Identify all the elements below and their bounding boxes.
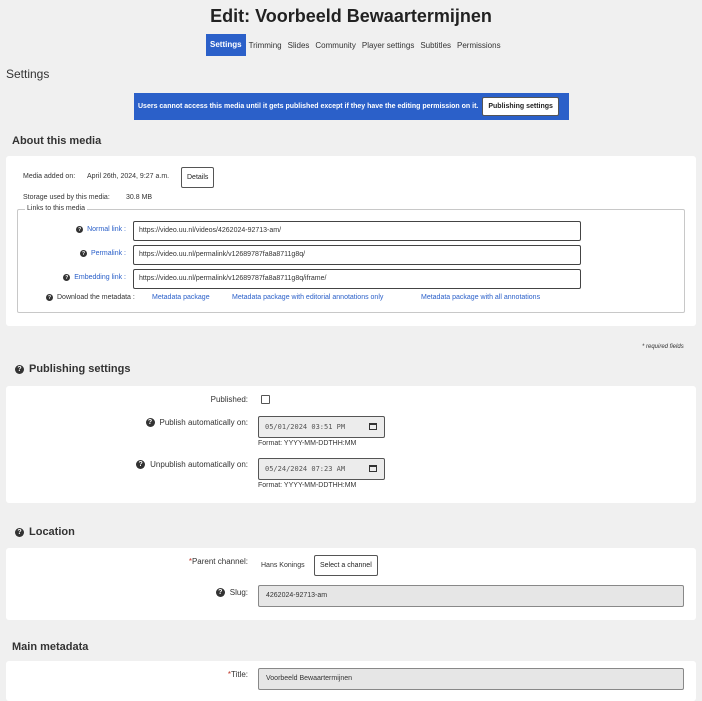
published-label — [106, 395, 248, 404]
question-circle-icon: ? — [78, 226, 82, 233]
question-circle-icon: ? — [136, 460, 145, 469]
links-legend: Links to this media — [27, 205, 85, 212]
question-circle-icon: ? — [146, 418, 155, 427]
parent-channel-label — [106, 557, 248, 566]
publishing-settings-button[interactable]: Publishing settings — [482, 97, 559, 116]
tab-trimming[interactable]: Trimming — [248, 40, 282, 50]
download-metadata-row — [46, 294, 135, 301]
metadata-heading-text: Main metadata — [12, 641, 89, 653]
settings-heading: Settings — [6, 67, 50, 81]
added-value: April 26th, 2024, 9:27 a.m. — [87, 173, 170, 180]
select-channel-button[interactable]: Select a channel — [314, 555, 378, 576]
question-circle-icon: ? — [216, 588, 225, 597]
normal-link-text[interactable]: Normal link : — [87, 226, 126, 233]
unpublish-datetime-value: 05/24/2024 07:23 AM — [265, 465, 346, 473]
metadata-heading — [12, 641, 88, 653]
added-label: Media added on: — [23, 173, 76, 180]
unpublish-format-hint: Format: YYYY-MM-DDTHH:MM — [258, 482, 357, 489]
publish-label-text: Publish automatically on: — [159, 418, 248, 427]
required-star: * — [227, 670, 231, 679]
calendar-icon[interactable] — [369, 423, 377, 430]
unpublish-label — [66, 460, 248, 469]
question-circle-icon: ? — [81, 250, 86, 257]
tab-settings[interactable]: Settings — [206, 34, 246, 56]
required-star: * — [188, 557, 192, 566]
about-heading-text: About this media — [12, 135, 102, 147]
parent-channel-label-text: Parent channel: — [191, 557, 248, 566]
tab-bar — [206, 34, 504, 56]
required-fields-note: * required fields — [642, 344, 684, 350]
publishing-panel — [6, 386, 696, 503]
tab-subtitles[interactable]: Subtitles — [420, 40, 452, 50]
parent-channel-value: Hans Konings — [261, 562, 305, 569]
normal-link-label — [38, 226, 126, 233]
embedding-link-field[interactable]: https://video.uu.nl/permalink/v12689787fa8a8711g8q/iframe/ — [133, 269, 581, 289]
location-panel — [6, 548, 696, 620]
publish-notice — [134, 93, 569, 120]
publish-format-hint: Format: YYYY-MM-DDTHH:MM — [258, 440, 357, 447]
about-panel — [6, 156, 696, 326]
metadata-package-link[interactable]: Metadata package — [152, 294, 210, 301]
question-circle-icon: ? — [65, 274, 69, 281]
metadata-editorial-link[interactable]: Metadata package with editorial annotations only — [232, 294, 384, 301]
metadata-panel — [6, 661, 696, 701]
question-circle-icon: ? — [47, 294, 52, 301]
download-label: Download the metadata : — [57, 294, 135, 301]
tab-community[interactable]: Community — [315, 40, 356, 50]
published-label-text: Published: — [210, 395, 248, 404]
unpublish-datetime-input[interactable] — [258, 458, 385, 480]
published-checkbox[interactable] — [261, 395, 270, 404]
title-input[interactable]: Voorbeeld Bewaartermijnen — [258, 668, 684, 690]
links-fieldset — [17, 205, 685, 313]
about-heading — [12, 135, 101, 147]
tab-slides[interactable]: Slides — [287, 40, 310, 50]
tab-permissions[interactable]: Permissions — [457, 40, 501, 50]
publishing-heading-text: Publishing settings — [29, 363, 131, 375]
location-heading-text: Location — [29, 526, 75, 538]
title-label — [106, 670, 248, 679]
slug-label-text: Slug: — [229, 588, 248, 597]
publish-label — [66, 418, 248, 427]
unpublish-label-text: Unpublish automatically on: — [150, 460, 248, 469]
normal-link-field[interactable]: https://video.uu.nl/videos/4262024-92713-am/ — [133, 221, 581, 241]
question-circle-icon: ? — [15, 528, 24, 537]
storage-label: Storage used by this media: — [23, 194, 110, 201]
publish-datetime-input[interactable] — [258, 416, 385, 438]
page-title: Edit: Voorbeeld Bewaartermijnen — [210, 6, 492, 26]
slug-input[interactable]: 4262024-92713-am — [258, 585, 684, 607]
embedding-link-label — [38, 274, 126, 281]
title-label-text: Title: — [230, 670, 248, 679]
permalink-text[interactable]: Permalink : — [90, 250, 126, 257]
publishing-heading — [15, 363, 130, 375]
details-button[interactable]: Details — [181, 167, 214, 188]
metadata-all-annotations-link[interactable]: Metadata package with all annotations — [421, 294, 541, 301]
question-circle-icon: ? — [15, 365, 24, 374]
calendar-icon[interactable] — [369, 465, 377, 472]
storage-value: 30.8 MB — [126, 194, 153, 201]
tab-player-settings[interactable]: Player settings — [361, 40, 415, 50]
location-heading — [15, 526, 75, 538]
permalink-field[interactable]: https://video.uu.nl/permalink/v12689787fa8a8711g8q/ — [133, 245, 581, 265]
publish-datetime-value: 05/01/2024 03:51 PM — [265, 423, 346, 431]
permalink-label — [38, 250, 126, 257]
slug-label — [106, 588, 248, 597]
embedding-link-text[interactable]: Embedding link : — [74, 274, 126, 281]
notice-text: Users cannot access this media until it gets published except if they have the editing permission on it. — [138, 103, 479, 110]
